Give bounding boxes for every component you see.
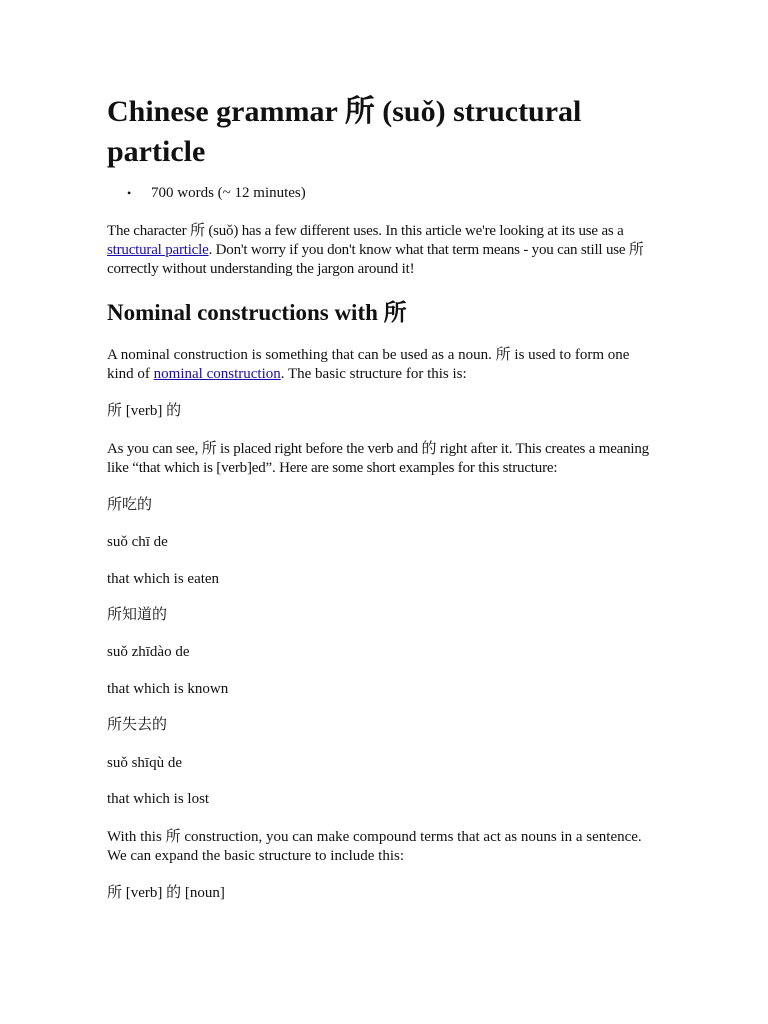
nominal-text-1: A nominal construction is something that can be used as a noun. 所 is used to form one kind of — [107, 347, 630, 382]
basic-structure: 所 [verb] 的 — [107, 403, 182, 419]
structural-particle-link[interactable]: structural particle — [107, 242, 209, 258]
nominal-text-2: . The basic structure for this is: — [280, 366, 467, 382]
reading-time: 700 words (~ 12 minutes) — [151, 185, 306, 201]
example-pinyin: suǒ zhīdào de — [107, 644, 190, 660]
example-english: that which is known — [107, 681, 229, 697]
expanded-structure: 所 [verb] 的 [noun] — [107, 885, 225, 901]
example-pinyin: suǒ shīqù de — [107, 755, 182, 771]
intro-paragraph — [107, 222, 657, 279]
intro-text-2: . Don't worry if you don't know what that term means - you can still use 所 correctly without understanding the jargon around it! — [107, 242, 644, 277]
explanation-paragraph: As you can see, 所 is placed right before the verb and 的 right after it. This creates a meaning like “that which is [verb]ed”. Here are some short examples for this structure: — [107, 441, 649, 476]
example-hanzi: 所知道的 — [107, 607, 168, 623]
nominal-paragraph — [107, 346, 657, 384]
expansion-paragraph: With this 所 construction, you can make compound terms that act as nouns in a sentence. We can expand the basic structure to include this: — [107, 829, 642, 864]
example-english: that which is eaten — [107, 571, 220, 587]
reading-time-list-item — [107, 183, 306, 203]
example-english: that which is lost — [107, 791, 210, 807]
bullet-icon: • — [127, 186, 132, 200]
example-hanzi: 所失去的 — [107, 717, 168, 733]
example-hanzi: 所吃的 — [107, 497, 153, 513]
section-heading: Nominal constructions with 所 — [107, 300, 407, 325]
page-title: Chinese grammar 所 (suǒ) structural particle — [107, 95, 582, 168]
example-pinyin: suǒ chī de — [107, 534, 168, 550]
nominal-construction-link[interactable]: nominal construction — [153, 366, 281, 382]
intro-text-1: The character 所 (suǒ) has a few different uses. In this article we're looking at its use as a — [107, 223, 624, 239]
